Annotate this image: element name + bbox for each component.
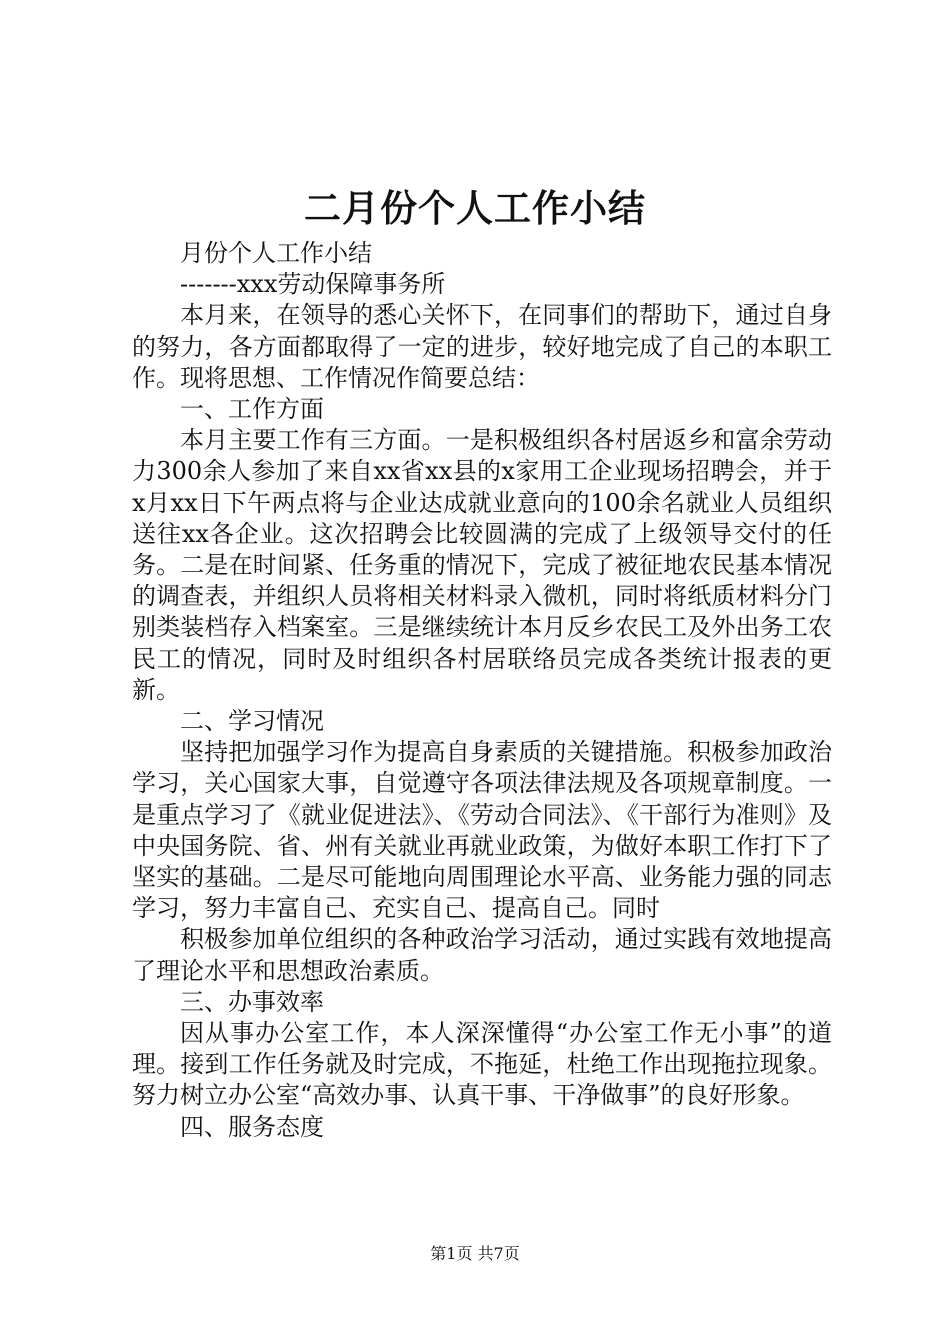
paragraph-study-cont: 积极参加单位组织的各种政治学习活动，通过实践有效地提高了理论水平和思想政治素质。	[132, 925, 832, 985]
section-heading-efficiency: 三、办事效率	[180, 987, 324, 1016]
author-line: -------xxx劳动保障事务所	[180, 270, 446, 299]
document-title: 二月份个人工作小结	[304, 186, 646, 230]
paragraph-efficiency: 因从事办公室工作，本人深深懂得“办公室工作无小事”的道理。接到工作任务就及时完成，不拖延，杜绝工作出现拖拉现象。努力树立办公室“高效办事、认真干事、干净做事”的良好形象。	[132, 1019, 832, 1110]
paragraph-intro: 本月来，在领导的悉心关怀下，在同事们的帮助下，通过自身的努力，各方面都取得了一定的进步，较好地完成了自己的本职工作。现将思想、工作情况作简要总结：	[132, 301, 832, 392]
page-number: 第1页 共7页	[430, 1244, 520, 1263]
section-heading-work: 一、工作方面	[180, 395, 324, 424]
paragraph-study: 坚持把加强学习作为提高自身素质的关键措施。积极参加政治学习，关心国家大事，自觉遵守各项法律法规及各项规章制度。一是重点学习了《就业促进法》、《劳动合同法》、《干部行为准则》及中央国务院、省、州有关就业再就业政策，为做好本职工作打下了坚实的基础。二是尽可能地向周围理论水平高、业务能力强的同志学习，努力丰富自己、充实自己、提高自己。同时	[132, 738, 832, 923]
subtitle: 月份个人工作小结	[180, 239, 372, 267]
paragraph-work: 本月主要工作有三方面。一是积极组织各村居返乡和富余劳动力300余人参加了来自xx省xx县的x家用工企业现场招聘会，并于x月xx日下午两点将与企业达成就业意向的100余名就业人员组织送往xx各企业。这次招聘会比较圆满的完成了上级领导交付的任务。二是在时间紧、任务重的情况下，完成了被征地农民基本情况的调查表，并组织人员将相关材料录入微机，同时将纸质材料分门别类装档存入档案室。三是继续统计本月反乡农民工及外出务工农民工的情况，同时及时组织各村居联络员完成各类统计报表的更新。	[132, 426, 832, 704]
section-heading-study: 二、学习情况	[180, 707, 324, 736]
document-body	[132, 238, 832, 1143]
section-heading-service: 四、服务态度	[180, 1112, 324, 1141]
